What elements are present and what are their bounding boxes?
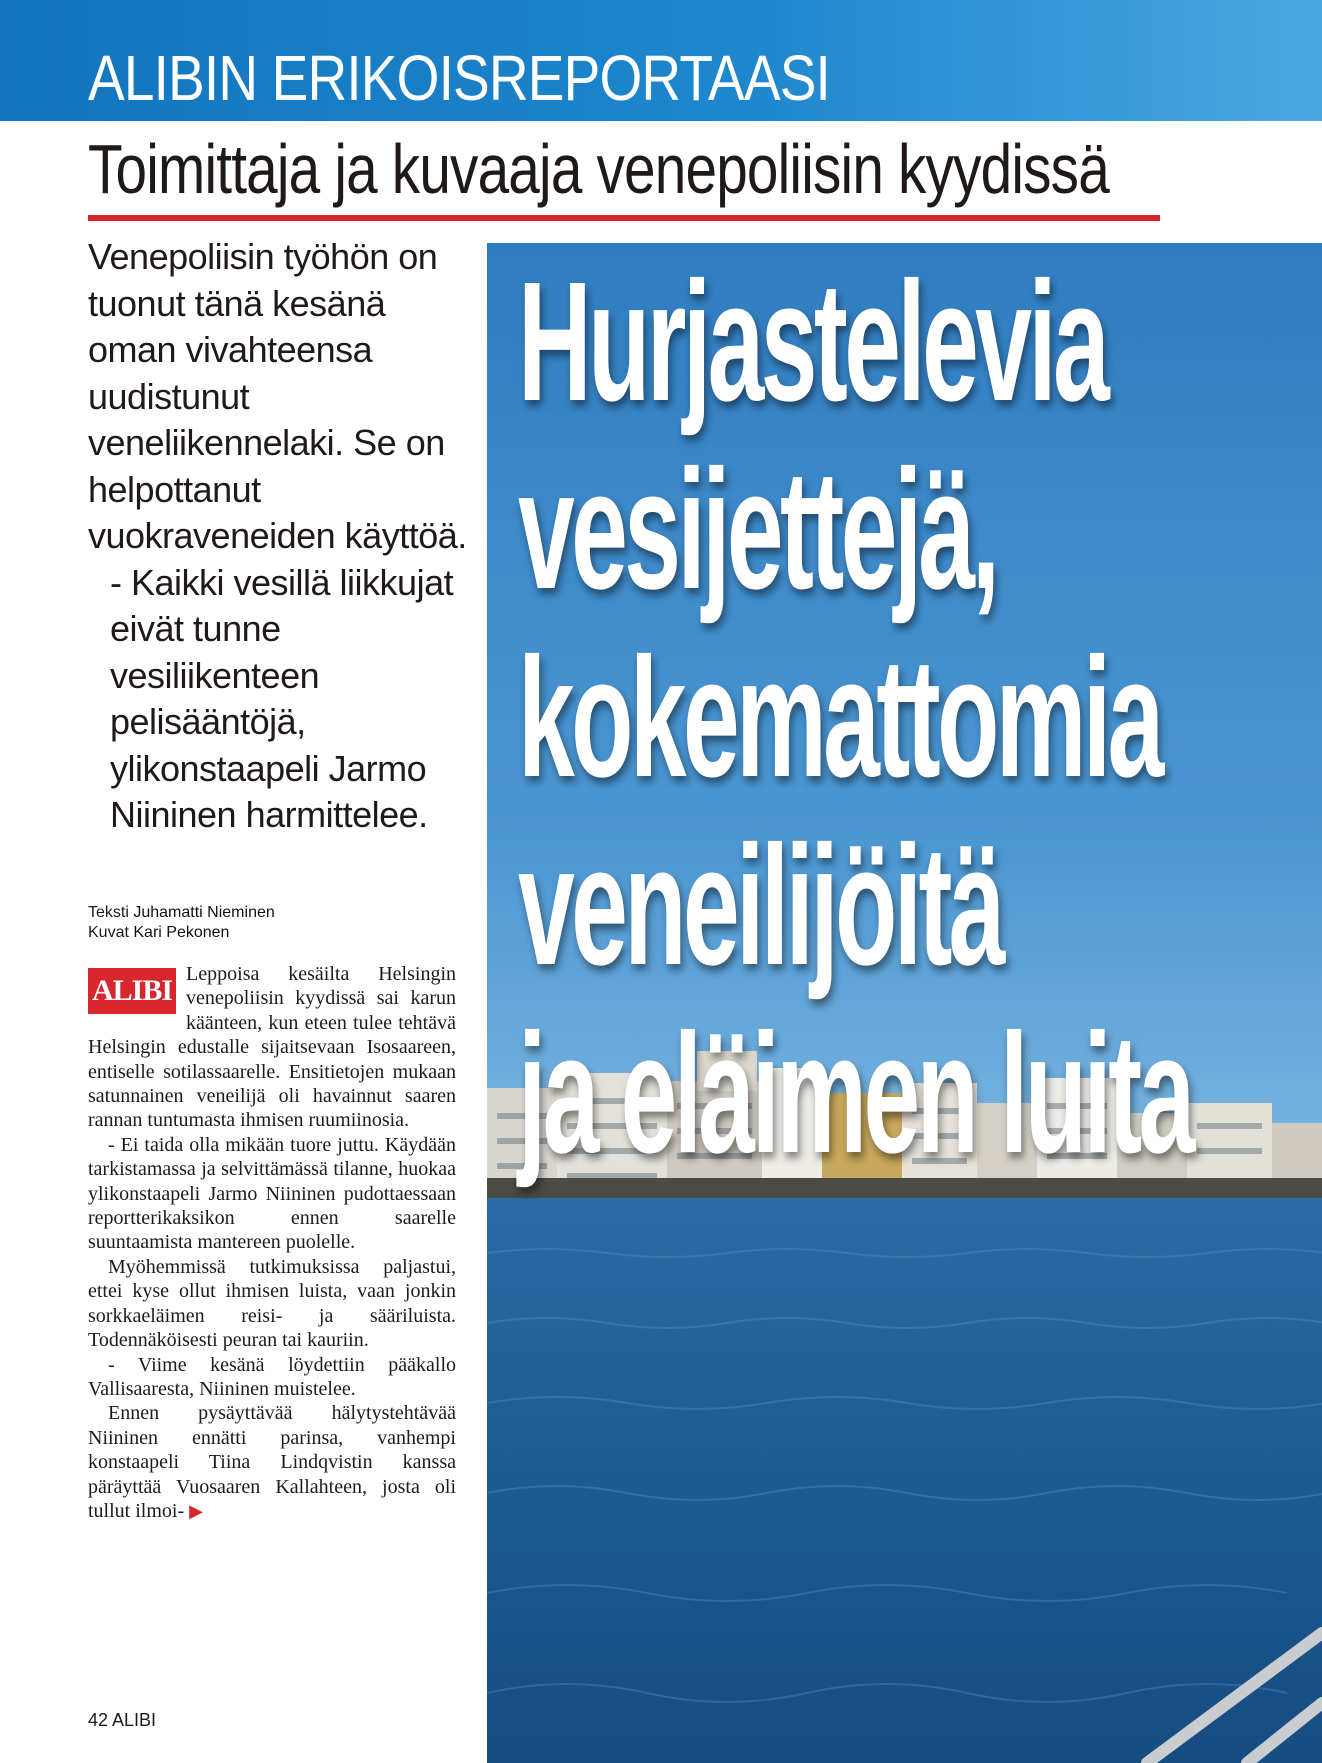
body-paragraph: Myöhemmissä tutkimuksissa paljastui, ettei kyse ollut ihmisen luista, vaan jonkin sorkkaeläimen reisi- ja sääriluista. Todennäköisesti peuran tai kauriin. [88, 1255, 456, 1352]
body-paragraph [88, 1401, 456, 1523]
article-body [88, 962, 456, 1523]
alibi-logo: ALIBI [88, 968, 176, 1014]
body-paragraph [88, 962, 456, 1133]
headline-line: vesijettejä, [518, 435, 997, 625]
byline-photo-label: Kuvat [88, 924, 129, 941]
red-divider [88, 215, 1160, 221]
continue-arrow-icon: ▶ [189, 1500, 203, 1521]
headline-line: veneilijöitä [518, 811, 1002, 1001]
byline [88, 903, 478, 943]
body-paragraph-text: Leppoisa kesäilta Helsingin venepoliisin kyydissä sai karun käänteen, kun eteen tulee tehtävä Helsingin edustalle sijaitsevaan Isosaareen, entiselle sotilassaarelle. Ensitietojen mukaan satunnainen veneilijä oli havainnut saaren rannan tuntumasta ihmisen ruumiinosia. [88, 963, 456, 1132]
lead-paragraph: Venepoliisin työhön on tuonut tänä kesänä oman vivahteensa uudistunut veneliikennelaki. Se on helpottanut vuokraveneiden käyttöä. [88, 236, 467, 556]
lead-text [88, 234, 478, 839]
byline-photographer: Kari Pekonen [133, 924, 230, 941]
body-paragraph: - Viime kesänä löydettiin pääkallo Vallisaaresta, Niininen muistelee. [88, 1353, 456, 1400]
headline [518, 248, 1192, 1188]
headline-line: Hurjastelevia [518, 247, 1107, 437]
headline-line: ja eläimen luita [518, 999, 1192, 1189]
lead-quote: - Kaikki vesillä liikkujat eivät tunne vesiliikenteen pelisääntöjä, ylikonstaapeli Jarmo Niininen harmittelee. [110, 561, 454, 835]
sea-water [487, 1198, 1322, 1763]
headline-line: kokemattomia [518, 623, 1161, 813]
byline-text-label: Teksti [88, 904, 129, 921]
section-kicker: ALIBIN ERIKOISREPORTAASI [88, 42, 830, 114]
page-folio: 42 ALIBI [88, 1710, 157, 1730]
body-paragraph: - Ei taida olla mikään tuore juttu. Käydään tarkistamassa ja selvittämässä tilanne, huokaa ylikonstaapeli Jarmo Niininen pudottaessaan reportterikaksikon ennen saarelle suuntaamista mantereen puolelle. [88, 1133, 456, 1254]
body-paragraph-text: Ennen pysäyttävää hälytystehtävää Niininen ennätti parinsa, vanhempi konstaapeli Tiina Lindqvistin kanssa päräyttää Vuosaaren Kallahteen, josta oli tullut ilmoi- [88, 1402, 456, 1522]
byline-author: Juhamatti Nieminen [133, 904, 275, 921]
article-deck: Toimittaja ja kuvaaja venepoliisin kyydissä [88, 130, 1109, 208]
